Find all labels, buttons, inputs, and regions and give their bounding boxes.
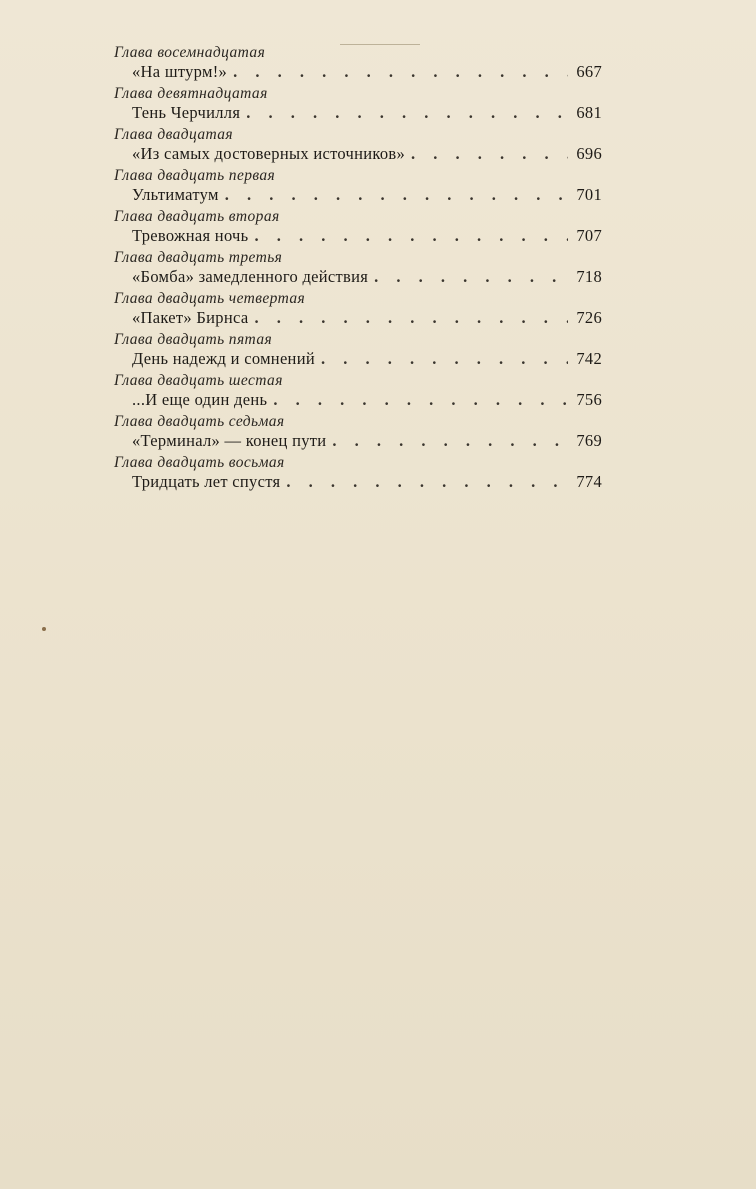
- toc-row[interactable]: [114, 349, 602, 369]
- toc-row[interactable]: [114, 431, 602, 451]
- chapter-heading: Глава двадцать пятая: [114, 331, 273, 348]
- chapter-heading: Глава двадцать шестая: [114, 372, 283, 389]
- chapter-heading: Глава восемнадцатая: [114, 44, 266, 61]
- dot-leader: [286, 472, 568, 492]
- page-number: 742: [576, 349, 602, 368]
- toc-entry: [114, 372, 602, 410]
- chapter-title: День надежд и сомнений: [132, 349, 315, 368]
- chapter-title: Тревожная ночь: [132, 226, 249, 245]
- toc-row[interactable]: [114, 267, 602, 287]
- chapter-title: «Бомба» замедленного действия: [132, 267, 369, 286]
- chapter-heading: Глава двадцать четвертая: [114, 290, 306, 307]
- chapter-title: ...И еще один день: [132, 390, 268, 409]
- dot-leader: [254, 308, 568, 328]
- dot-leader: [411, 144, 568, 164]
- toc-row[interactable]: [114, 308, 602, 328]
- chapter-title: «Из самых достоверных источников»: [132, 144, 406, 163]
- toc-entry: [114, 290, 602, 328]
- toc-row[interactable]: [114, 185, 602, 205]
- paper-speck: [42, 627, 46, 631]
- toc-entry: [114, 85, 602, 123]
- page-number: 681: [576, 103, 602, 122]
- chapter-title: Ультиматум: [132, 185, 219, 204]
- dot-leader: [374, 267, 568, 287]
- page-number: 774: [576, 472, 602, 491]
- toc-entry: [114, 331, 602, 369]
- toc-entry: [114, 167, 602, 205]
- chapter-heading: Глава девятнадцатая: [114, 85, 268, 102]
- toc-entry: [114, 413, 602, 451]
- dot-leader: [246, 103, 568, 123]
- dot-leader: [255, 226, 569, 246]
- chapter-title: «Пакет» Бирнса: [132, 308, 249, 327]
- toc-row[interactable]: [114, 62, 602, 82]
- chapter-heading: Глава двадцать вторая: [114, 208, 280, 225]
- page-number: 667: [576, 62, 602, 81]
- chapter-heading: Глава двадцать седьмая: [114, 413, 285, 430]
- toc-entry: [114, 126, 602, 164]
- page-number: 726: [576, 308, 602, 327]
- dot-leader: [273, 390, 568, 410]
- chapter-heading: Глава двадцать первая: [114, 167, 276, 184]
- page-number: 756: [576, 390, 602, 409]
- toc-entry: [114, 249, 602, 287]
- toc-entry: [114, 208, 602, 246]
- toc-row[interactable]: [114, 226, 602, 246]
- page-number: 701: [576, 185, 602, 204]
- chapter-heading: Глава двадцать третья: [114, 249, 283, 266]
- chapter-title: Тридцать лет спустя: [132, 472, 281, 491]
- dot-leader: [225, 185, 568, 205]
- chapter-title: «Терминал» — конец пути: [132, 431, 327, 450]
- page-number: 718: [576, 267, 602, 286]
- page-number: 769: [576, 431, 602, 450]
- dot-leader: [321, 349, 568, 369]
- toc-row[interactable]: [114, 472, 602, 492]
- chapter-heading: Глава двадцатая: [114, 126, 234, 143]
- page-number: 696: [576, 144, 602, 163]
- toc-entry: [114, 44, 602, 82]
- chapter-title: «На штурм!»: [132, 62, 228, 81]
- toc-entry: [114, 454, 602, 492]
- toc-row[interactable]: [114, 103, 602, 123]
- chapter-title: Тень Черчилля: [132, 103, 241, 122]
- dot-leader: [233, 62, 568, 82]
- page-number: 707: [576, 226, 602, 245]
- toc-row[interactable]: [114, 390, 602, 410]
- toc-row[interactable]: [114, 144, 602, 164]
- table-of-contents: [114, 44, 602, 495]
- dot-leader: [332, 431, 568, 451]
- chapter-heading: Глава двадцать восьмая: [114, 454, 285, 471]
